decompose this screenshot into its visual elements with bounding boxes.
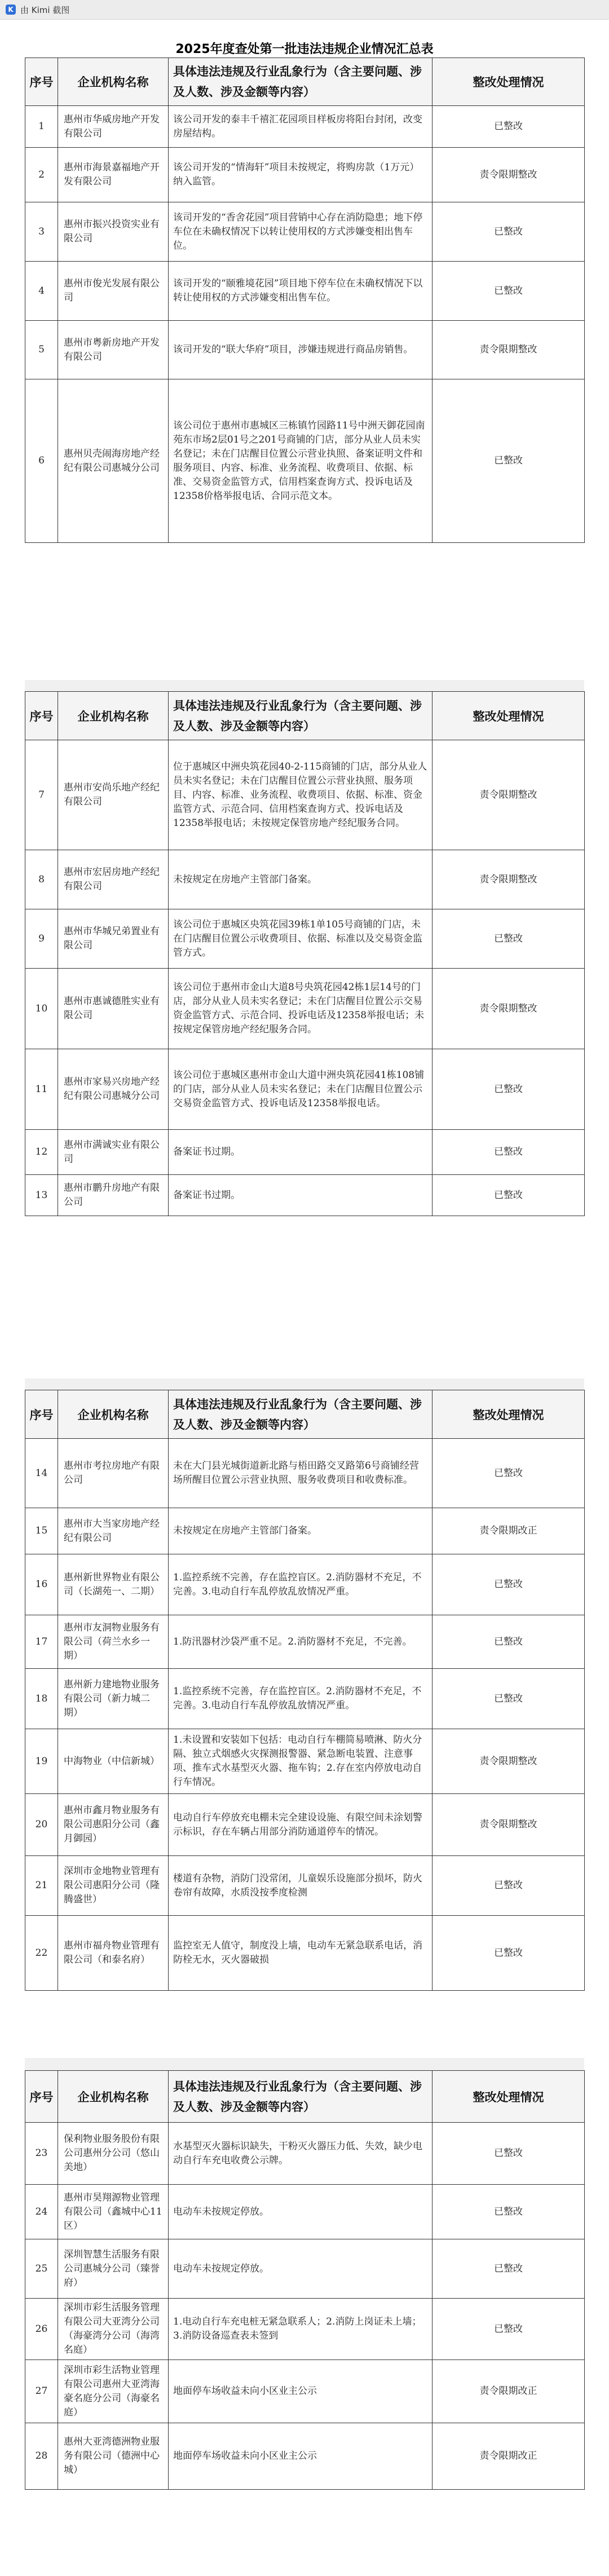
rectification-status: 已整改 (433, 106, 585, 148)
company-name: 惠州市考拉房地产有限公司 (58, 1439, 169, 1508)
row-number: 2 (25, 148, 58, 202)
table-row (25, 1856, 585, 1916)
violation-desc: 该公司开发的泰丰千禧汇花园项目样板房将阳台封闭，改变房屋结构。 (169, 106, 433, 148)
violation-desc: 该公司位于惠城区央筑花园39栋1单105号商铺的门店，未在门店醒目位置公示收费项目、依据、标准以及交易资金监管方式。 (169, 909, 433, 969)
header-no: 序号 (25, 1390, 58, 1439)
header-row (25, 1390, 585, 1439)
rectification-status: 责令限期整改 (433, 1794, 585, 1856)
rectification-status: 责令限期整改 (433, 850, 585, 909)
company-name: 惠州贝壳闹海房地产经纪有限公司惠城分公司 (58, 379, 169, 543)
rectification-status: 已整改 (433, 2239, 585, 2299)
header-company: 企业机构名称 (58, 692, 169, 740)
row-number: 14 (25, 1439, 58, 1508)
rectification-status: 已整改 (433, 202, 585, 262)
rectification-status: 已整改 (433, 262, 585, 321)
table-row (25, 379, 585, 543)
row-number: 19 (25, 1729, 58, 1794)
header-row (25, 58, 585, 106)
company-name: 深圳市金地物业管理有限公司惠阳分公司（隆腾盛世） (58, 1856, 169, 1916)
company-name: 惠州大亚湾德洲物业服务有限公司（德洲中心城） (58, 2423, 169, 2490)
row-number: 27 (25, 2360, 58, 2423)
company-name: 惠州市俊光发展有限公司 (58, 262, 169, 321)
table-section (25, 58, 584, 543)
row-number: 13 (25, 1175, 58, 1216)
company-name: 惠州市家易兴房地产经纪有限公司惠城分公司 (58, 1049, 169, 1130)
violation-desc: 楼道有杂物，消防门没常闭，儿童娱乐设施部分损坏，防火卷帘有故障，水质没按季度检测 (169, 1856, 433, 1916)
violation-desc: 位于惠城区中洲央筑花园40-2-115商铺的门店，部分从业人员未实名登记；未在门店醒目位置公示营业执照、服务项目、内容、标准、业务流程、收费项目、依据、标准、资金监管方式、示范合同、信用档案查询方式、投诉电话及12358举报电话；未按规定保管房地产经纪服务合同。 (169, 740, 433, 850)
table-row (25, 2299, 585, 2360)
section-gap (25, 2058, 584, 2070)
violation-desc: 电动自行车停放充电棚未完全建设设施、有限空间未涂划警示标识，存在车辆占用部分消防通道停车的情况。 (169, 1794, 433, 1856)
row-number: 17 (25, 1615, 58, 1669)
row-number: 16 (25, 1554, 58, 1615)
company-name: 惠州市华城兄弟置业有限公司 (58, 909, 169, 969)
table-row (25, 106, 585, 148)
rectification-status: 已整改 (433, 1916, 585, 1991)
row-number: 1 (25, 106, 58, 148)
rectification-status: 责令限期整改 (433, 969, 585, 1049)
row-number: 10 (25, 969, 58, 1049)
table-row (25, 321, 585, 379)
header-row (25, 2071, 585, 2123)
company-name: 惠州市鹏升房地产有限公司 (58, 1175, 169, 1216)
table-section (25, 1390, 584, 1991)
rectification-status: 已整改 (433, 1554, 585, 1615)
row-number: 7 (25, 740, 58, 850)
table-row (25, 2423, 585, 2490)
company-name: 惠州市惠诚德胜实业有限公司 (58, 969, 169, 1049)
rectification-status: 已整改 (433, 1669, 585, 1729)
violation-desc: 该司开发的“颐雅境花园”项目地下停车位在未确权情况下以转让使用权的方式涉嫌变相出售车位。 (169, 262, 433, 321)
header-status: 整改处理情况 (433, 58, 585, 106)
company-name: 惠州市宏居房地产经纪有限公司 (58, 850, 169, 909)
table-row (25, 262, 585, 321)
table-row (25, 2239, 585, 2299)
header-desc: 具体违法违规及行业乱象行为（含主要问题、涉及人数、涉及金额等内容） (169, 58, 433, 106)
header-no: 序号 (25, 2071, 58, 2123)
company-name: 惠州市鑫月物业服务有限公司惠阳分公司（鑫月御园） (58, 1794, 169, 1856)
violation-desc: 1.监控系统不完善，存在监控盲区。2.消防器材不充足，不完善。3.电动自行车乱停放乱放情况严重。 (169, 1669, 433, 1729)
violation-desc: 1.电动自行车充电桩无紧急联系人；2.消防上岗证未上墙；3.消防设备巡查表未签到 (169, 2299, 433, 2360)
header-desc: 具体违法违规及行业乱象行为（含主要问题、涉及人数、涉及金额等内容） (169, 2071, 433, 2123)
violations-table (25, 1390, 585, 1991)
app-bar-label: 由 Kimi 截图 (20, 5, 70, 15)
table-row (25, 1175, 585, 1216)
rectification-status: 已整改 (433, 2185, 585, 2239)
company-name: 惠州市大当家房地产经纪有限公司 (58, 1508, 169, 1554)
rectification-status: 责令限期整改 (433, 740, 585, 850)
rectification-status: 责令限期改正 (433, 1508, 585, 1554)
company-name: 惠州市昊翔源物业管理有限公司（鑫城中心11区） (58, 2185, 169, 2239)
kimi-icon: K (6, 5, 16, 15)
table-section (25, 2070, 584, 2490)
violations-table (25, 58, 585, 543)
rectification-status: 已整改 (433, 2123, 585, 2185)
rectification-status: 已整改 (433, 2299, 585, 2360)
row-number: 5 (25, 321, 58, 379)
row-number: 28 (25, 2423, 58, 2490)
violation-desc: 监控室无人值守，制度没上墙，电动车无紧急联系电话，消防栓无水，灭火器破损 (169, 1916, 433, 1991)
table-row (25, 2123, 585, 2185)
table-row (25, 2185, 585, 2239)
violation-desc: 该公司开发的“情海轩”项目未按规定，将购房款（1万元）纳入监管。 (169, 148, 433, 202)
company-name: 深圳市彩生活服务管理有限公司大亚湾分公司（海豪湾分公司（海湾名庭） (58, 2299, 169, 2360)
table-row (25, 1130, 585, 1175)
violation-desc: 未按规定在房地产主管部门备案。 (169, 1508, 433, 1554)
row-number: 23 (25, 2123, 58, 2185)
header-no: 序号 (25, 58, 58, 106)
rectification-status: 责令限期改正 (433, 2360, 585, 2423)
violation-desc: 未按规定在房地产主管部门备案。 (169, 850, 433, 909)
row-number: 12 (25, 1130, 58, 1175)
rectification-status: 已整改 (433, 909, 585, 969)
header-status: 整改处理情况 (433, 2071, 585, 2123)
header-no: 序号 (25, 692, 58, 740)
violation-desc: 1.防汛器材沙袋严重不足。2.消防器材不充足，不完善。 (169, 1615, 433, 1669)
table-row (25, 1916, 585, 1991)
company-name: 惠州市粤新房地产开发有限公司 (58, 321, 169, 379)
table-row (25, 1049, 585, 1130)
violation-desc: 备案证书过期。 (169, 1130, 433, 1175)
company-name: 惠州市友洞物业服务有限公司（荷兰水乡一期） (58, 1615, 169, 1669)
rectification-status: 责令限期改正 (433, 2423, 585, 2490)
row-number: 11 (25, 1049, 58, 1130)
row-number: 20 (25, 1794, 58, 1856)
company-name: 惠州新世界物业有限公司（长湖苑一、二期） (58, 1554, 169, 1615)
violation-desc: 备案证书过期。 (169, 1175, 433, 1216)
table-row (25, 1554, 585, 1615)
violation-desc: 该司开发的“香舍花园”项目营销中心存在消防隐患；地下停车位在未确权情况下以转让使用权的方式涉嫌变相出售车位。 (169, 202, 433, 262)
table-row (25, 1729, 585, 1794)
violations-table (25, 691, 585, 1216)
company-name: 深圳智慧生活服务有限公司惠城分公司（臻誉府） (58, 2239, 169, 2299)
company-name: 保利物业服务股份有限公司惠州分公司（悠山美地） (58, 2123, 169, 2185)
row-number: 4 (25, 262, 58, 321)
violation-desc: 电动车未按规定停放。 (169, 2239, 433, 2299)
header-company: 企业机构名称 (58, 2071, 169, 2123)
header-status: 整改处理情况 (433, 1390, 585, 1439)
row-number: 3 (25, 202, 58, 262)
table-row (25, 2360, 585, 2423)
rectification-status: 已整改 (433, 379, 585, 543)
row-number: 18 (25, 1669, 58, 1729)
violation-desc: 电动车未按规定停放。 (169, 2185, 433, 2239)
rectification-status: 责令限期整改 (433, 148, 585, 202)
rectification-status: 已整改 (433, 1856, 585, 1916)
table-row (25, 1615, 585, 1669)
violation-desc: 地面停车场收益未向小区业主公示 (169, 2423, 433, 2490)
violations-table (25, 2070, 585, 2490)
company-name: 惠州新力建地物业服务有限公司（新力城二期） (58, 1669, 169, 1729)
header-company: 企业机构名称 (58, 58, 169, 106)
section-gap (25, 680, 584, 691)
row-number: 26 (25, 2299, 58, 2360)
rectification-status: 已整改 (433, 1049, 585, 1130)
header-status: 整改处理情况 (433, 692, 585, 740)
table-row (25, 1794, 585, 1856)
table-row (25, 1669, 585, 1729)
company-name: 惠州市满诚实业有限公司 (58, 1130, 169, 1175)
row-number: 25 (25, 2239, 58, 2299)
rectification-status: 已整改 (433, 1615, 585, 1669)
table-row (25, 850, 585, 909)
violation-desc: 地面停车场收益未向小区业主公示 (169, 2360, 433, 2423)
company-name: 惠州市华威房地产开发有限公司 (58, 106, 169, 148)
company-name: 惠州市福舟物业管理有限公司（和泰名府） (58, 1916, 169, 1991)
violation-desc: 该公司位于惠城区惠州市金山大道中洲央筑花园41栋108铺的门店，部分从业人员未实名登记；未在门店醒目位置公示交易资金监管方式、投诉电话及12358举报电话。 (169, 1049, 433, 1130)
row-number: 15 (25, 1508, 58, 1554)
header-desc: 具体违法违规及行业乱象行为（含主要问题、涉及人数、涉及金额等内容） (169, 1390, 433, 1439)
violation-desc: 该公司位于惠州市金山大道8号央筑花园42栋1层14号的门店，部分从业人员未实名登记；未在门店醒目位置公示交易资金监管方式、示范合同、投诉电话及12358举报电话；未按规定保管房地产经纪服务合同。 (169, 969, 433, 1049)
document-title: 2025年度查处第一批违法违规企业情况汇总表 (175, 42, 434, 56)
rectification-status: 已整改 (433, 1175, 585, 1216)
company-name: 中海物业（中信新城） (58, 1729, 169, 1794)
company-name: 惠州市海景嘉福地产开发有限公司 (58, 148, 169, 202)
table-row (25, 909, 585, 969)
section-gap (25, 1378, 584, 1390)
company-name: 深圳市彩生活物业管理有限公司惠州大亚湾海豪名庭分公司（海豪名庭） (58, 2360, 169, 2423)
rectification-status: 已整改 (433, 1130, 585, 1175)
table-section (25, 691, 584, 1216)
violation-desc: 1.监控系统不完善，存在监控盲区。2.消防器材不充足，不完善。3.电动自行车乱停放乱放情况严重。 (169, 1554, 433, 1615)
violation-desc: 1.未设置和安装如下包括：电动自行车棚简易喷淋、防火分隔、独立式烟感火灾探测报警器、紧急断电装置、注意事项、推车式水基型灭火器、拖车钩；2.存在室内停放电动自行车情况。 (169, 1729, 433, 1794)
row-number: 9 (25, 909, 58, 969)
violation-desc: 水基型灭火器标识缺失，干粉灭火器压力低、失效，缺少电动自行车充电收费公示牌。 (169, 2123, 433, 2185)
table-row (25, 148, 585, 202)
row-number: 21 (25, 1856, 58, 1916)
company-name: 惠州市安尚乐地产经纪有限公司 (58, 740, 169, 850)
table-row (25, 969, 585, 1049)
table-row (25, 740, 585, 850)
table-row (25, 1508, 585, 1554)
row-number: 24 (25, 2185, 58, 2239)
violation-desc: 该司开发的“联大华府”项目，涉嫌违规进行商品房销售。 (169, 321, 433, 379)
company-name: 惠州市振兴投资实业有限公司 (58, 202, 169, 262)
table-row (25, 202, 585, 262)
row-number: 22 (25, 1916, 58, 1991)
header-row (25, 692, 585, 740)
header-desc: 具体违法违规及行业乱象行为（含主要问题、涉及人数、涉及金额等内容） (169, 692, 433, 740)
rectification-status: 责令限期整改 (433, 321, 585, 379)
violation-desc: 该公司位于惠州市惠城区三栋镇竹园路11号中洲天御花园南苑东市场2层01号之201号商铺的门店，部分从业人员未实名登记；未在门店醒目位置公示营业执照、备案证明文件和服务项目、内容、标准、业务流程、收费项目、依据、标准、交易资金监管方式，信用档案查询方式、投诉电话及12358价格举报电话、合同示范文本。 (169, 379, 433, 543)
rectification-status: 已整改 (433, 1439, 585, 1508)
row-number: 6 (25, 379, 58, 543)
row-number: 8 (25, 850, 58, 909)
header-company: 企业机构名称 (58, 1390, 169, 1439)
violation-desc: 未在大门县光城街道新北路与梧田路交叉路第6号商铺经营场所醒目位置公示营业执照、服务收费项目和收费标准。 (169, 1439, 433, 1508)
rectification-status: 责令限期整改 (433, 1729, 585, 1794)
table-row (25, 1439, 585, 1508)
app-bar (0, 0, 609, 20)
